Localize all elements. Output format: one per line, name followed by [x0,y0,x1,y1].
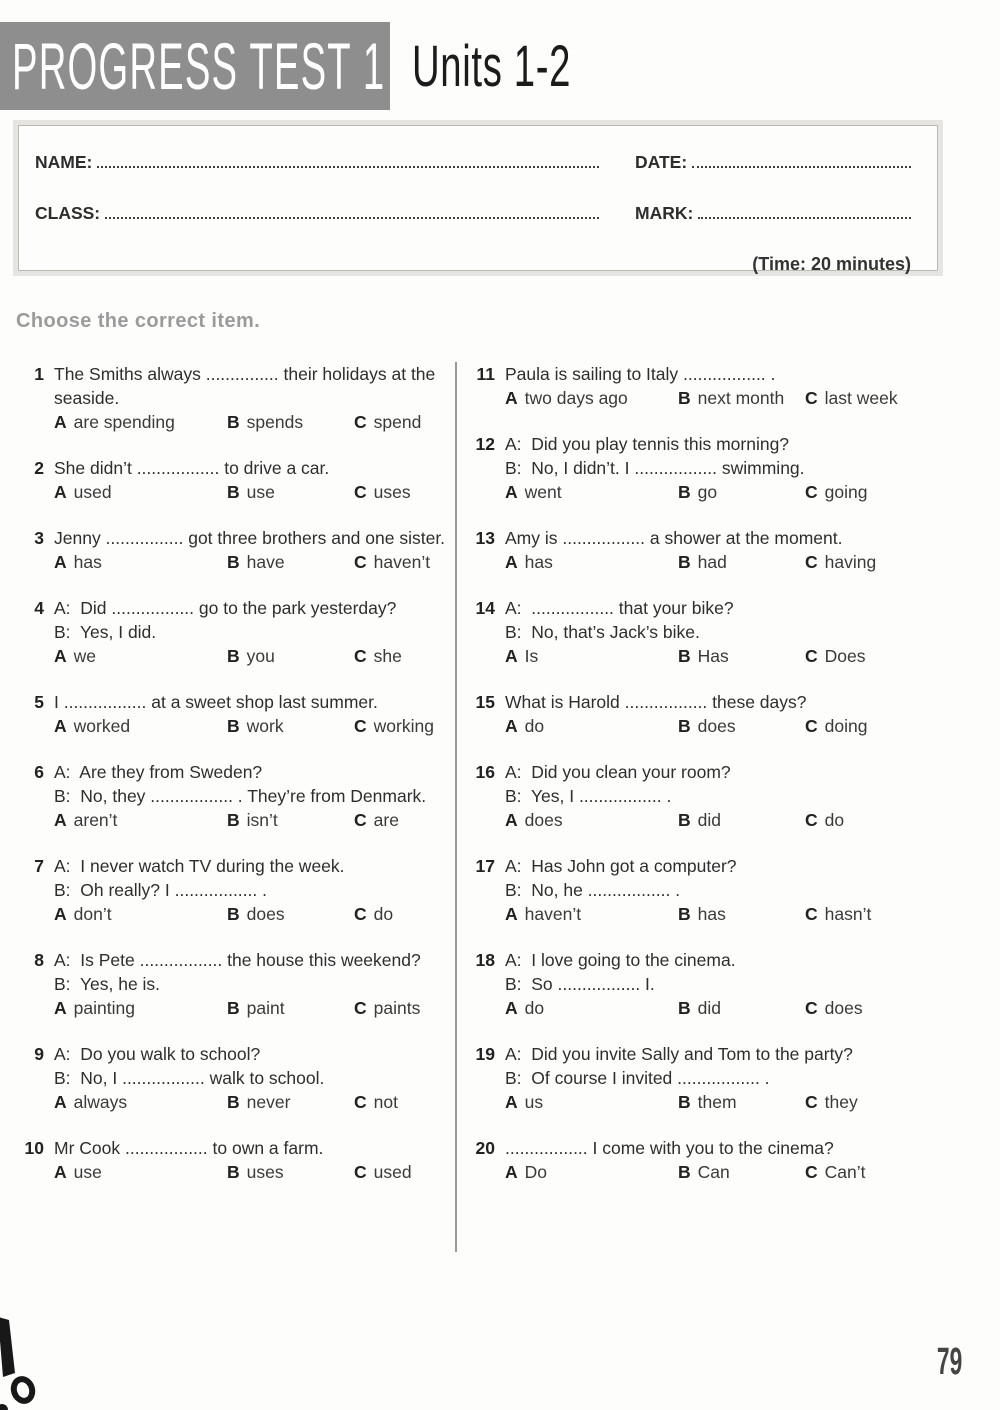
option-c [805,480,1000,504]
option-text: next month [697,388,785,408]
option-b [678,550,805,574]
option-text: has [73,552,102,572]
option-c [354,410,455,434]
question-number: 3 [34,528,44,548]
option-c [805,1090,1000,1114]
option-text: did [697,810,721,830]
option-c [805,1160,1000,1184]
option-c [354,902,455,926]
option-letter: B [678,482,691,502]
question-19 [469,1042,1000,1114]
option-letter: C [354,412,367,432]
option-b [227,410,354,434]
option-text: aren’t [73,810,118,830]
question-9 [18,1042,455,1114]
class-blank-line [105,217,599,219]
question-text: B: Yes, he is. [54,974,161,994]
option-letter: C [805,904,818,924]
question-8 [18,948,455,1020]
option-text: Does [824,646,866,666]
question-text: A: I love going to the cinema. [505,950,736,970]
option-a [54,644,227,668]
question-text: Paula is sailing to Italy ................. . [505,364,776,384]
question-text: Amy is ................. a shower at the moment. [505,528,843,548]
option-letter: A [54,412,67,432]
option-a [505,714,678,738]
question-number: 17 [475,856,495,876]
option-text: work [246,716,284,736]
option-text: go [697,482,718,502]
option-b [227,714,354,738]
option-text: do [824,810,845,830]
option-a [54,996,227,1020]
option-text: Has [697,646,729,666]
option-a [54,480,227,504]
option-c [805,808,1000,832]
option-text: haven’t [524,904,582,924]
question-7 [18,854,455,926]
option-c [354,1090,455,1114]
option-letter: A [505,552,518,572]
date-field [635,152,913,173]
question-number: 16 [475,762,495,782]
option-letter: B [678,716,691,736]
option-b [227,808,354,832]
question-number: 11 [476,364,495,384]
option-text: uses [246,1162,284,1182]
option-text: paint [246,998,285,1018]
question-number: 7 [34,856,44,876]
option-letter: C [354,904,367,924]
name-field [35,152,601,173]
option-text: spends [246,412,304,432]
option-text: had [697,552,727,572]
option-a [54,1160,227,1184]
question-text: A: Did you invite Sally and Tom to the party? [505,1044,853,1064]
option-text: having [824,552,877,572]
question-10 [18,1136,455,1184]
question-text: A: I never watch TV during the week. [54,856,345,876]
option-c [354,644,455,668]
option-letter: A [54,810,67,830]
option-text: us [524,1092,544,1112]
option-letter: B [227,552,240,572]
option-text: don’t [73,904,112,924]
option-text: last week [824,388,898,408]
option-a [505,1160,678,1184]
option-letter: C [805,646,818,666]
option-letter: C [805,482,818,502]
option-letter: C [805,1162,818,1182]
option-text: isn’t [246,810,278,830]
option-letter: B [227,810,240,830]
option-text: going [824,482,868,502]
option-a [505,1090,678,1114]
option-a [54,808,227,832]
option-c [354,714,455,738]
option-text: uses [373,482,411,502]
option-text: painting [73,998,135,1018]
question-text: A: Did you clean your room? [505,762,731,782]
option-text: Do [524,1162,548,1182]
page-title: PROGRESS TEST 1 [12,29,386,103]
time-note: (Time: 20 minutes) [752,254,911,274]
option-letter: C [354,1092,367,1112]
option-letter: B [678,552,691,572]
question-6 [18,760,455,832]
option-text: Can [697,1162,730,1182]
question-number: 2 [34,458,44,478]
option-letter: C [805,810,818,830]
questions-area [0,362,1000,1252]
option-text: used [373,1162,412,1182]
option-text: you [246,646,275,666]
option-text: do [524,998,545,1018]
question-number: 12 [475,434,495,454]
option-letter: A [54,716,67,736]
question-11 [469,362,1000,410]
option-c [805,644,1000,668]
question-text: She didn’t ................. to drive a car. [54,458,330,478]
question-12 [469,432,1000,504]
question-text: B: No, he ................. . [505,880,681,900]
option-letter: C [354,1162,367,1182]
option-a [54,410,227,434]
option-b [678,714,805,738]
option-text: always [73,1092,128,1112]
question-16 [469,760,1000,832]
units-subtitle: Units 1-2 [412,33,572,99]
option-text: do [373,904,394,924]
question-number: 14 [475,598,495,618]
option-b [678,1090,805,1114]
date-blank-line [692,166,911,168]
option-text: haven’t [373,552,431,572]
option-letter: C [354,810,367,830]
option-letter: A [505,482,518,502]
option-text: did [697,998,721,1018]
question-number: 10 [24,1138,44,1158]
option-b [227,996,354,1020]
question-14 [469,596,1000,668]
option-b [227,1160,354,1184]
option-c [805,996,1000,1020]
question-3 [18,526,455,574]
option-letter: C [805,716,818,736]
option-letter: B [227,904,240,924]
question-number: 1 [34,364,44,384]
option-b [227,902,354,926]
option-c [805,902,1000,926]
option-text: are [373,810,399,830]
question-text: B: No, that’s Jack’s bike. [505,622,700,642]
option-letter: B [678,810,691,830]
option-text: does [824,998,863,1018]
option-letter: A [505,998,518,1018]
option-c [354,1160,455,1184]
option-letter: A [54,646,67,666]
title-band [0,22,390,110]
question-18 [469,948,1000,1020]
option-a [54,714,227,738]
question-text: B: No, I didn’t. I ................. swimming. [505,458,805,478]
question-text: I ................. at a sweet shop last summer. [54,692,378,712]
date-label: DATE: [635,152,688,172]
question-4 [18,596,455,668]
option-letter: A [505,1162,518,1182]
option-text: Is [524,646,539,666]
info-row-2 [35,203,913,224]
option-a [505,808,678,832]
option-c [354,480,455,504]
option-text: does [524,810,563,830]
instruction-text: Choose the correct item. [16,310,261,332]
option-b [227,550,354,574]
question-text: A: Is Pete ................. the house this weekend? [54,950,421,970]
option-text: has [524,552,553,572]
question-number: 9 [34,1044,44,1064]
option-b [678,996,805,1020]
option-c [354,550,455,574]
mark-field [635,203,913,224]
option-letter: A [505,646,518,666]
option-letter: A [54,904,67,924]
option-b [678,386,805,410]
option-letter: A [505,1092,518,1112]
option-c [805,386,1000,410]
option-b [227,644,354,668]
option-b [678,644,805,668]
option-letter: B [678,388,691,408]
student-info-box [18,125,938,274]
question-text: B: Of course I invited ................. . [505,1068,770,1088]
question-text: B: Yes, I did. [54,622,157,642]
option-letter: C [354,552,367,572]
option-text: does [697,716,736,736]
option-b [678,1160,805,1184]
option-letter: A [505,716,518,736]
questions-column-right [457,362,1000,1206]
option-letter: C [354,998,367,1018]
question-text: Mr Cook ................. to own a farm. [54,1138,324,1158]
mark-label: MARK: [635,203,694,223]
question-2 [18,456,455,504]
option-letter: C [805,1092,818,1112]
option-letter: B [227,998,240,1018]
option-text: paints [373,998,421,1018]
question-text: ................. I come with you to the cinema? [505,1138,834,1158]
option-text: Can’t [824,1162,866,1182]
question-number: 5 [34,692,44,712]
option-a [54,902,227,926]
class-label: CLASS: [35,203,101,223]
option-b [678,808,805,832]
option-letter: B [678,904,691,924]
option-text: has [697,904,726,924]
option-text: two days ago [524,388,628,408]
question-text: A: Are they from Sweden? [54,762,263,782]
option-letter: A [54,552,67,572]
option-letter: B [227,716,240,736]
option-letter: B [678,1162,691,1182]
option-letter: A [54,1092,67,1112]
option-text: them [697,1092,737,1112]
option-letter: B [678,998,691,1018]
question-15 [469,690,1000,738]
question-text: B: Oh really? I ................. . [54,880,267,900]
option-text: have [246,552,285,572]
option-letter: C [354,646,367,666]
option-text: doing [824,716,868,736]
option-letter: A [54,1162,67,1182]
option-text: spend [373,412,422,432]
option-c [805,550,1000,574]
option-a [505,550,678,574]
option-letter: A [505,388,518,408]
option-letter: A [505,810,518,830]
question-text: B: So ................. I. [505,974,655,994]
option-b [227,1090,354,1114]
option-text: used [73,482,112,502]
option-text: we [73,646,97,666]
question-text: A: Do you walk to school? [54,1044,261,1064]
question-20 [469,1136,1000,1184]
option-b [678,480,805,504]
question-text: What is Harold ................. these days? [505,692,807,712]
question-text: A: ................. that your bike? [505,598,734,618]
option-text: they [824,1092,858,1112]
option-text: use [246,482,275,502]
option-letter: C [805,998,818,1018]
question-number: 4 [34,598,44,618]
question-13 [469,526,1000,574]
option-c [354,996,455,1020]
option-letter: B [227,412,240,432]
class-field [35,203,601,224]
question-5 [18,690,455,738]
option-letter: B [227,482,240,502]
option-text: use [73,1162,102,1182]
question-text: B: No, they ................. . They’re from Denmark. [54,786,427,806]
option-a [505,996,678,1020]
option-letter: C [354,482,367,502]
questions-column-left [0,362,455,1206]
option-c [805,714,1000,738]
info-row-1 [35,152,913,173]
question-text: seaside. [54,388,120,408]
question-text: A: Did ................. go to the park yesterday? [54,598,397,618]
option-text: does [246,904,285,924]
option-letter: A [54,482,67,502]
option-a [54,550,227,574]
option-letter: C [354,716,367,736]
question-text: The Smiths always ............... their holidays at the [54,364,436,384]
question-1 [18,362,455,434]
question-number: 13 [475,528,495,548]
option-text: she [373,646,402,666]
option-text: went [524,482,562,502]
option-letter: A [505,904,518,924]
question-text: Jenny ................ got three brothers and one sister. [54,528,446,548]
option-c [354,808,455,832]
option-b [227,480,354,504]
question-17 [469,854,1000,926]
question-number: 15 [475,692,495,712]
option-letter: C [805,388,818,408]
question-number: 18 [475,950,495,970]
option-text: never [246,1092,291,1112]
question-number: 19 [475,1044,495,1064]
option-text: not [373,1092,398,1112]
option-text: are spending [73,412,175,432]
option-letter: B [227,646,240,666]
option-letter: B [678,1092,691,1112]
scissors-icon [0,1317,49,1410]
option-text: worked [73,716,131,736]
option-text: do [524,716,545,736]
option-text: working [373,716,434,736]
option-b [678,902,805,926]
question-text: B: No, I ................. walk to school. [54,1068,325,1088]
option-letter: A [54,998,67,1018]
name-label: NAME: [35,152,93,172]
option-a [505,386,678,410]
option-a [505,480,678,504]
option-letter: B [227,1162,240,1182]
question-number: 8 [34,950,44,970]
option-letter: B [678,646,691,666]
question-number: 6 [34,762,44,782]
option-a [505,644,678,668]
question-text: A: Has John got a computer? [505,856,737,876]
option-a [54,1090,227,1114]
option-letter: C [805,552,818,572]
question-text: A: Did you play tennis this morning? [505,434,790,454]
option-text: hasn’t [824,904,872,924]
question-text: B: Yes, I ................. . [505,786,672,806]
page-number: 79 [936,1341,962,1383]
mark-blank-line [698,217,911,219]
option-a [505,902,678,926]
option-letter: B [227,1092,240,1112]
question-number: 20 [475,1138,495,1158]
name-blank-line [97,166,599,168]
